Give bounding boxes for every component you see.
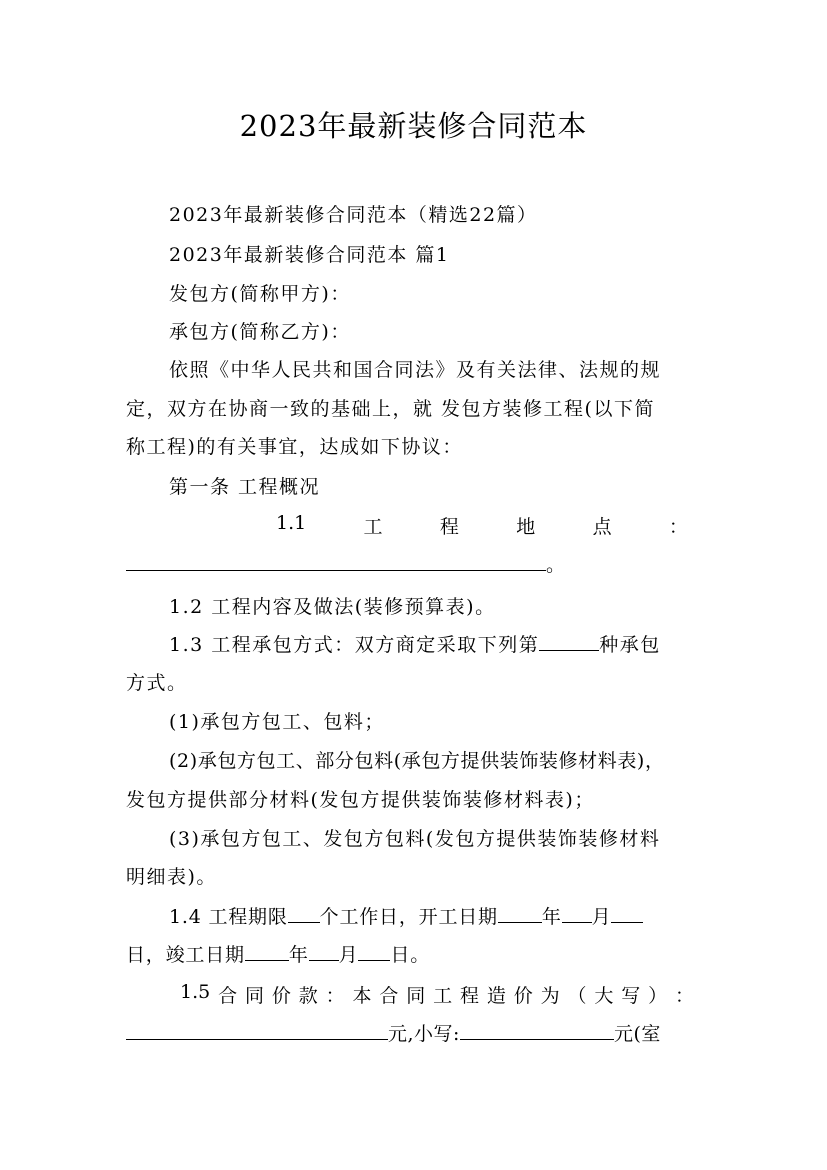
option-3-line-2: 明细表)。: [126, 866, 217, 888]
clause-1-4-line-2: [126, 940, 706, 967]
start-year-blank[interactable]: [498, 904, 542, 923]
clause-1-5-char: 写: [621, 985, 641, 1007]
clause-1-1-line: [276, 512, 688, 539]
amount-end-text: 元(室: [613, 1023, 661, 1045]
clause-1-5-char: 同: [244, 985, 264, 1007]
option-1: (1)承包方包工、包料；: [169, 711, 385, 733]
clause-1-5-char: 合: [379, 985, 399, 1007]
clause-1-5-char: 造: [486, 985, 506, 1007]
month-label: 月: [338, 944, 359, 966]
clause-1-1-char: ：: [668, 516, 688, 538]
location-blank[interactable]: [126, 552, 546, 571]
clause-1-5-char: ：: [674, 985, 694, 1007]
clause-1-5-char: 程: [459, 985, 479, 1007]
clause-1-3-line-1: [169, 630, 706, 657]
clause-1-1-number: 1.1: [276, 512, 307, 534]
clause-1-4-end-text: 日，竣工日期: [126, 944, 245, 966]
clause-1-5-line-1: [180, 981, 694, 1008]
clause-1-1-end: 。: [546, 554, 567, 576]
intro-line-3: 称工程)的有关事宜，达成如下协议：: [126, 436, 463, 458]
end-month-blank[interactable]: [309, 942, 339, 961]
clause-1-5-char: 本: [352, 985, 372, 1007]
clause-1-5-char: 价: [513, 985, 533, 1007]
clause-1-1-char: 程: [439, 516, 459, 538]
year-label: 年: [541, 906, 562, 928]
clause-1-5-char: （: [567, 985, 587, 1007]
clause-1-5-line-2: [126, 1019, 706, 1046]
option-3-line-1: (3)承包方包工、发包方包料(发包方提供装饰装修材料: [169, 828, 661, 850]
clause-1-5-char: 1.5: [180, 981, 211, 1003]
clause-1-3-text: 1.3 工程承包方式：双方商定采取下列第: [169, 634, 540, 656]
method-blank[interactable]: [539, 632, 599, 651]
year-label: 年: [288, 944, 309, 966]
amount-yuan-label: 元,小写:: [388, 1023, 460, 1045]
day-label: 日。: [390, 944, 431, 966]
start-month-blank[interactable]: [562, 904, 592, 923]
document-title: 2023年最新装修合同范本: [239, 109, 588, 143]
days-blank[interactable]: [288, 904, 320, 923]
party-a: 发包方(简称甲方)：: [169, 283, 351, 305]
section-heading: 2023年最新装修合同范本 篇1: [169, 244, 450, 266]
clause-1-5-char: 款: [298, 985, 318, 1007]
clause-1-5-char: ：: [325, 985, 345, 1007]
clause-1-4-line-1: [169, 902, 706, 929]
subtitle: 2023年最新装修合同范本（精选22篇）: [169, 204, 538, 226]
article-1-heading: 第一条 工程概况: [169, 476, 321, 498]
clause-1-4-text: 1.4 工程期限: [169, 906, 288, 928]
clause-1-5-char: 价: [271, 985, 291, 1007]
month-label: 月: [591, 906, 612, 928]
end-day-blank[interactable]: [358, 942, 390, 961]
end-year-blank[interactable]: [245, 942, 289, 961]
clause-1-5-char: 工: [433, 985, 453, 1007]
intro-line-2: 定，双方在协商一致的基础上，就 发包方装修工程(以下简: [126, 398, 655, 420]
party-b: 承包方(简称乙方)：: [169, 321, 351, 343]
clause-1-1-char: 点: [592, 516, 612, 538]
clause-1-5-char: 大: [594, 985, 614, 1007]
clause-1-1-char: 工: [363, 516, 383, 538]
clause-1-3-text-end: 种承包: [599, 634, 661, 656]
clause-1-3-line-2: 方式。: [126, 672, 188, 694]
amount-capital-blank[interactable]: [126, 1021, 388, 1040]
start-day-blank[interactable]: [611, 904, 643, 923]
clause-1-1-blank-line: [126, 550, 706, 577]
clause-1-5-char: ）: [648, 985, 668, 1007]
clause-1-4-start-text: 个工作日，开工日期: [319, 906, 498, 928]
option-2-line-1: (2)承包方包工、部分包料(承包方提供装饰装修材料表)，: [169, 750, 665, 772]
option-2-line-2: 发包方提供部分材料(发包方提供装饰装修材料表)；: [126, 789, 595, 811]
clause-1-5-char: 同: [406, 985, 426, 1007]
clause-1-1-char: 地: [516, 516, 536, 538]
amount-figure-blank[interactable]: [460, 1021, 614, 1040]
intro-line-1: 依照《中华人民共和国合同法》及有关法律、法规的规: [169, 359, 662, 381]
clause-1-5-char: 合: [218, 985, 238, 1007]
clause-1-5-char: 为: [540, 985, 560, 1007]
clause-1-2: 1.2 工程内容及做法(装修预算表)。: [169, 596, 496, 618]
